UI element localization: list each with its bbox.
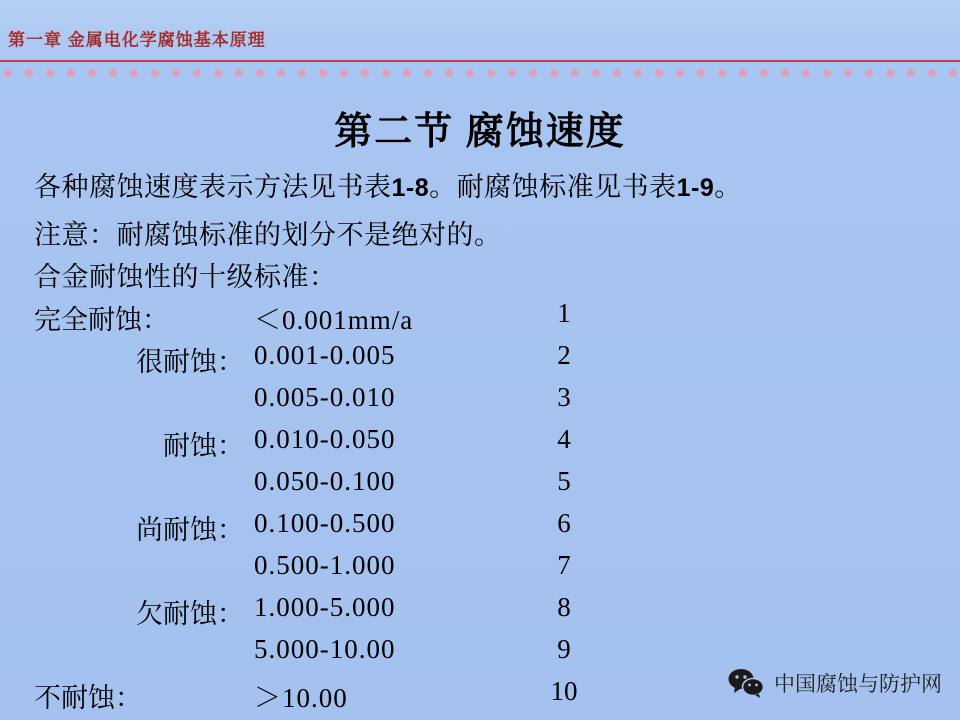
- grade-range: 0.100-0.500: [254, 508, 396, 538]
- table-row: [34, 382, 634, 424]
- grade-range: 0.050-0.100: [254, 466, 396, 496]
- decorative-dot: [949, 69, 957, 77]
- watermark-label: 中国腐蚀与防护网: [774, 673, 942, 696]
- paragraph-1-middle: 。耐腐蚀标准见书表: [429, 172, 677, 202]
- decorative-dot: [823, 69, 831, 77]
- grade-label: 不耐蚀：: [34, 683, 142, 713]
- grade-table: [34, 298, 634, 718]
- decorative-dot: [550, 69, 558, 77]
- table-row: [34, 634, 634, 676]
- decorative-dot: [739, 69, 747, 77]
- decorative-dot: [844, 69, 852, 77]
- table-row: [34, 508, 634, 550]
- decorative-dot-row: [0, 64, 960, 88]
- paragraph-1-prefix: 各种腐蚀速度表示方法见书表: [34, 172, 392, 202]
- grade-number: 1: [557, 298, 571, 328]
- grade-range: 0.005-0.010: [254, 382, 396, 412]
- grade-range: 1.000-5.000: [254, 592, 396, 622]
- decorative-dot: [529, 69, 537, 77]
- grade-range: ＜0.001mm/a: [254, 305, 414, 335]
- table-row: [34, 466, 634, 508]
- table-row: [34, 550, 634, 592]
- decorative-dot: [886, 69, 894, 77]
- decorative-dot: [277, 69, 285, 77]
- grade-label: 很耐蚀：: [136, 347, 244, 377]
- decorative-dot: [4, 69, 12, 77]
- table-row: [34, 340, 634, 382]
- decorative-dot: [298, 69, 306, 77]
- grade-number: 3: [557, 382, 571, 412]
- decorative-dot: [382, 69, 390, 77]
- grade-label: 完全耐蚀：: [34, 305, 169, 335]
- decorative-dot: [466, 69, 474, 77]
- decorative-dot: [445, 69, 453, 77]
- decorative-dot: [613, 69, 621, 77]
- grade-range: 5.000-10.00: [254, 634, 396, 664]
- grade-number: 8: [557, 592, 571, 622]
- decorative-dot: [361, 69, 369, 77]
- grade-number: 9: [557, 634, 571, 664]
- decorative-dot: [67, 69, 75, 77]
- decorative-dot: [634, 69, 642, 77]
- table-row: [34, 592, 634, 634]
- chapter-title: 第一章 金属电化学腐蚀基本原理: [8, 30, 266, 50]
- paragraph-standard-intro: 合金耐蚀性的十级标准：: [34, 262, 337, 292]
- grade-number: 10: [550, 676, 578, 706]
- decorative-dot: [256, 69, 264, 77]
- grade-range: 0.500-1.000: [254, 550, 396, 580]
- decorative-dot: [214, 69, 222, 77]
- grade-number: 5: [557, 466, 571, 496]
- decorative-dot: [655, 69, 663, 77]
- decorative-dot: [25, 69, 33, 77]
- grade-label: 尚耐蚀：: [136, 515, 244, 545]
- decorative-dot: [676, 69, 684, 77]
- decorative-dot: [718, 69, 726, 77]
- decorative-dot: [46, 69, 54, 77]
- decorative-dot: [319, 69, 327, 77]
- page-title: 第二节 腐蚀速度: [334, 111, 626, 153]
- decorative-dot: [508, 69, 516, 77]
- header-divider: [0, 60, 960, 62]
- decorative-dot: [928, 69, 936, 77]
- decorative-dot: [193, 69, 201, 77]
- grade-number: 2: [557, 340, 571, 370]
- table-row: [34, 424, 634, 466]
- wechat-icon: [728, 668, 764, 698]
- decorative-dot: [235, 69, 243, 77]
- grade-range: 0.001-0.005: [254, 340, 396, 370]
- decorative-dot: [865, 69, 873, 77]
- grade-label: 耐蚀：: [163, 431, 244, 461]
- table-row: [34, 676, 634, 718]
- grade-range: 0.010-0.050: [254, 424, 396, 454]
- decorative-dot: [487, 69, 495, 77]
- paragraph-methods: [34, 165, 742, 204]
- decorative-dot: [907, 69, 915, 77]
- decorative-dot: [403, 69, 411, 77]
- decorative-dot: [802, 69, 810, 77]
- decorative-dot: [697, 69, 705, 77]
- grade-range: ＞10.00: [254, 683, 348, 713]
- decorative-dot: [781, 69, 789, 77]
- watermark-badge: [728, 668, 942, 698]
- decorative-dot: [130, 69, 138, 77]
- decorative-dot: [571, 69, 579, 77]
- decorative-dot: [151, 69, 159, 77]
- decorative-dot: [424, 69, 432, 77]
- decorative-dot: [340, 69, 348, 77]
- decorative-dot: [88, 69, 96, 77]
- table-row: [34, 298, 634, 340]
- paragraph-1-bold-table-ref-1: 1-8: [391, 174, 430, 202]
- grade-number: 4: [557, 424, 571, 454]
- decorative-dot: [760, 69, 768, 77]
- decorative-dot: [172, 69, 180, 77]
- grade-label: 欠耐蚀：: [136, 599, 244, 629]
- paragraph-1-bold-table-ref-2: 1-9: [676, 174, 715, 202]
- decorative-dot: [109, 69, 117, 77]
- grade-number: 7: [557, 550, 571, 580]
- paragraph-note: 注意：耐腐蚀标准的划分不是绝对的。: [34, 220, 502, 250]
- paragraph-1-suffix: 。: [714, 172, 742, 202]
- decorative-dot: [592, 69, 600, 77]
- grade-number: 6: [557, 508, 571, 538]
